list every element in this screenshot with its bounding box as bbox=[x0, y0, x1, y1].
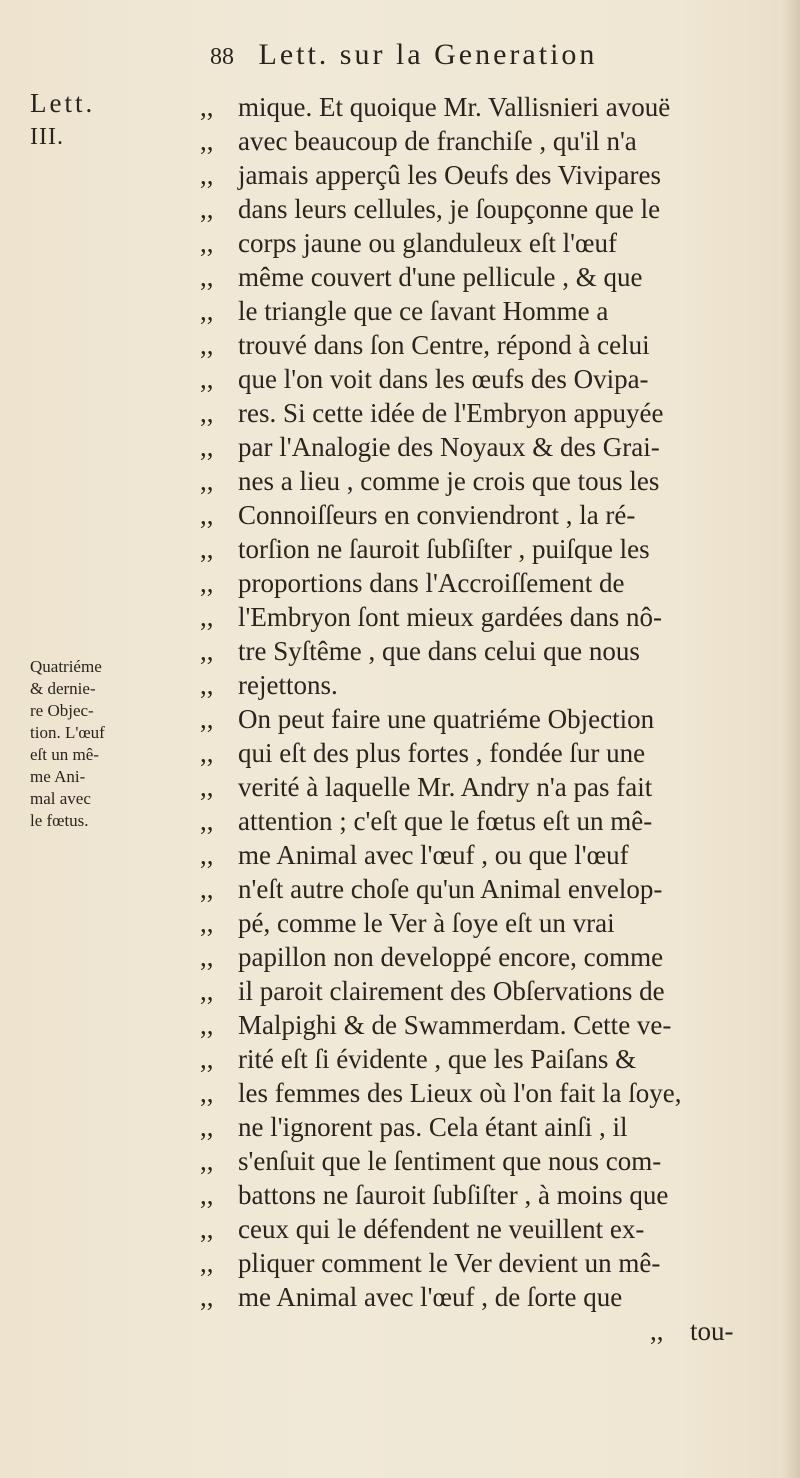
page-number: 88 bbox=[210, 44, 234, 70]
text-line bbox=[0, 1144, 800, 1178]
quote-mark: ,, bbox=[200, 194, 214, 224]
text-line bbox=[0, 396, 800, 430]
quote-mark: ,, bbox=[200, 738, 214, 768]
quote-mark: ,, bbox=[200, 126, 214, 156]
line-text: le triangle que ce ſavant Homme a bbox=[238, 296, 609, 326]
quote-mark: ,, bbox=[200, 1282, 214, 1312]
quote-mark: ,, bbox=[200, 228, 214, 258]
margin-note-line: eſt un mê- bbox=[30, 745, 99, 764]
quote-mark: ,, bbox=[200, 534, 214, 564]
quote-mark: ,, bbox=[200, 160, 214, 190]
text-line bbox=[0, 668, 800, 702]
line-text: me Animal avec l'œuf , de ſorte que bbox=[238, 1282, 623, 1312]
line-text: papillon non developpé encore, comme bbox=[238, 942, 664, 972]
line-text: les femmes des Lieux où l'on fait la ſoye, bbox=[238, 1078, 682, 1108]
text-line bbox=[0, 1246, 800, 1280]
line-text: n'eſt autre choſe qu'un Animal envelop- bbox=[238, 874, 663, 904]
line-text: tre Syſtême , que dans celui que nous bbox=[238, 636, 640, 666]
text-line bbox=[0, 294, 800, 328]
line-text: Connoiſſeurs en conviendront , la ré- bbox=[238, 500, 636, 530]
margin-note-line: mal avec bbox=[30, 789, 91, 808]
text-line bbox=[0, 260, 800, 294]
letter-label-word: Lett. bbox=[30, 88, 96, 118]
quote-mark: ,, bbox=[650, 1316, 664, 1346]
text-line bbox=[0, 158, 800, 192]
text-line bbox=[0, 498, 800, 532]
text-line bbox=[0, 362, 800, 396]
line-text: attention ; c'eſt que le fœtus eſt un mê- bbox=[238, 806, 653, 836]
running-header bbox=[210, 38, 597, 72]
running-title: Lett. sur la Generation bbox=[258, 38, 598, 71]
text-line bbox=[0, 906, 800, 940]
quote-mark: ,, bbox=[200, 432, 214, 462]
text-line bbox=[0, 634, 800, 668]
line-text: corps jaune ou glanduleux eſt l'œuf bbox=[238, 228, 618, 258]
line-text: ceux qui le défendent ne veuillent ex- bbox=[238, 1214, 645, 1244]
quote-mark: ,, bbox=[200, 636, 214, 666]
text-line bbox=[0, 566, 800, 600]
quote-mark: ,, bbox=[200, 1180, 214, 1210]
line-text: mique. Et quoique Mr. Vallisnieri avouë bbox=[238, 92, 671, 122]
quote-mark: ,, bbox=[200, 262, 214, 292]
line-text: dans leurs cellules, je ſoupçonne que le bbox=[238, 194, 661, 224]
line-text: s'enſuit que le ſentiment que nous com- bbox=[238, 1146, 662, 1176]
text-line bbox=[0, 736, 800, 770]
quote-mark: ,, bbox=[200, 806, 214, 836]
text-line bbox=[0, 1076, 800, 1110]
text-line bbox=[0, 328, 800, 362]
line-text: torſion ne ſauroit ſubſiſter , puiſque les bbox=[238, 534, 650, 564]
text-line bbox=[0, 872, 800, 906]
text-line bbox=[0, 702, 800, 736]
line-text: rité eſt ſi évidente , que les Paiſans & bbox=[238, 1044, 637, 1074]
catchword-line bbox=[0, 1314, 800, 1348]
quote-mark: ,, bbox=[200, 602, 214, 632]
text-line bbox=[0, 1042, 800, 1076]
line-text: que l'on voit dans les œufs des Ovipa- bbox=[238, 364, 649, 394]
quote-mark: ,, bbox=[200, 670, 214, 700]
margin-note-line: me Ani- bbox=[30, 767, 86, 786]
text-line bbox=[0, 430, 800, 464]
text-line bbox=[0, 226, 800, 260]
letter-label-number: III. bbox=[30, 124, 64, 150]
text-line bbox=[0, 1280, 800, 1314]
text-line bbox=[0, 90, 800, 124]
quote-mark: ,, bbox=[200, 500, 214, 530]
line-text: pé, comme le Ver à ſoye eſt un vrai bbox=[238, 908, 615, 938]
quote-mark: ,, bbox=[200, 874, 214, 904]
line-text: avec beaucoup de franchiſe , qu'il n'a bbox=[238, 126, 637, 156]
text-line bbox=[0, 464, 800, 498]
quote-mark: ,, bbox=[200, 330, 214, 360]
margin-note-line: & dernie- bbox=[30, 679, 96, 698]
text-line bbox=[0, 1110, 800, 1144]
quote-mark: ,, bbox=[200, 942, 214, 972]
line-text: nes a lieu , comme je crois que tous les bbox=[238, 466, 660, 496]
line-text: me Animal avec l'œuf , ou que l'œuf bbox=[238, 840, 629, 870]
line-text: battons ne ſauroit ſubſiſter , à moins que bbox=[238, 1180, 669, 1210]
margin-note-line: tion. L'œuf bbox=[30, 723, 105, 742]
quote-mark: ,, bbox=[200, 1248, 214, 1278]
text-body bbox=[0, 90, 800, 1348]
margin-note-line: le fœtus. bbox=[30, 811, 89, 830]
text-line bbox=[0, 124, 800, 158]
text-line bbox=[0, 940, 800, 974]
quote-mark: ,, bbox=[200, 1044, 214, 1074]
line-text: même couvert d'une pellicule , & que bbox=[238, 262, 643, 292]
line-text: jamais apperçû les Oeufs des Vivipares bbox=[238, 160, 661, 190]
quote-mark: ,, bbox=[200, 908, 214, 938]
line-text: verité à laquelle Mr. Andry n'a pas fait bbox=[238, 772, 653, 802]
quote-mark: ,, bbox=[200, 840, 214, 870]
line-text: Malpighi & de Swammerdam. Cette ve- bbox=[238, 1010, 672, 1040]
quote-mark: ,, bbox=[200, 364, 214, 394]
line-text: On peut faire une quatriéme Objection bbox=[238, 704, 655, 734]
line-text: qui eſt des plus fortes , fondée ſur une bbox=[238, 738, 646, 768]
line-text: trouvé dans ſon Centre, répond à celui bbox=[238, 330, 650, 360]
quote-mark: ,, bbox=[200, 466, 214, 496]
quote-mark: ,, bbox=[200, 1078, 214, 1108]
text-line bbox=[0, 192, 800, 226]
quote-mark: ,, bbox=[200, 568, 214, 598]
line-text: res. Si cette idée de l'Embryon appuyée bbox=[238, 398, 664, 428]
quote-mark: ,, bbox=[200, 704, 214, 734]
quote-mark: ,, bbox=[200, 976, 214, 1006]
margin-note-line: re Objec- bbox=[30, 701, 94, 720]
quote-mark: ,, bbox=[200, 92, 214, 122]
text-line bbox=[0, 804, 800, 838]
line-text: l'Embryon ſont mieux gardées dans nô- bbox=[238, 602, 663, 632]
quote-mark: ,, bbox=[200, 398, 214, 428]
line-text: ne l'ignorent pas. Cela étant ainſi , il bbox=[238, 1112, 628, 1142]
quote-mark: ,, bbox=[200, 1010, 214, 1040]
catchword: tou- bbox=[690, 1316, 734, 1346]
text-line bbox=[0, 600, 800, 634]
line-text: il paroit clairement des Obſervations de bbox=[238, 976, 665, 1006]
text-line bbox=[0, 1212, 800, 1246]
quote-mark: ,, bbox=[200, 1146, 214, 1176]
line-text: par l'Analogie des Noyaux & des Grai- bbox=[238, 432, 660, 462]
line-text: pliquer comment le Ver devient un mê- bbox=[238, 1248, 661, 1278]
quote-mark: ,, bbox=[200, 772, 214, 802]
quote-mark: ,, bbox=[200, 1214, 214, 1244]
text-line bbox=[0, 532, 800, 566]
line-text: proportions dans l'Accroiſſement de bbox=[238, 568, 625, 598]
text-line bbox=[0, 770, 800, 804]
quote-mark: ,, bbox=[200, 1112, 214, 1142]
line-text: rejettons. bbox=[238, 670, 338, 700]
quote-mark: ,, bbox=[200, 296, 214, 326]
text-line bbox=[0, 838, 800, 872]
text-line bbox=[0, 974, 800, 1008]
text-line bbox=[0, 1008, 800, 1042]
text-line bbox=[0, 1178, 800, 1212]
margin-note-line: Quatriéme bbox=[30, 657, 102, 676]
